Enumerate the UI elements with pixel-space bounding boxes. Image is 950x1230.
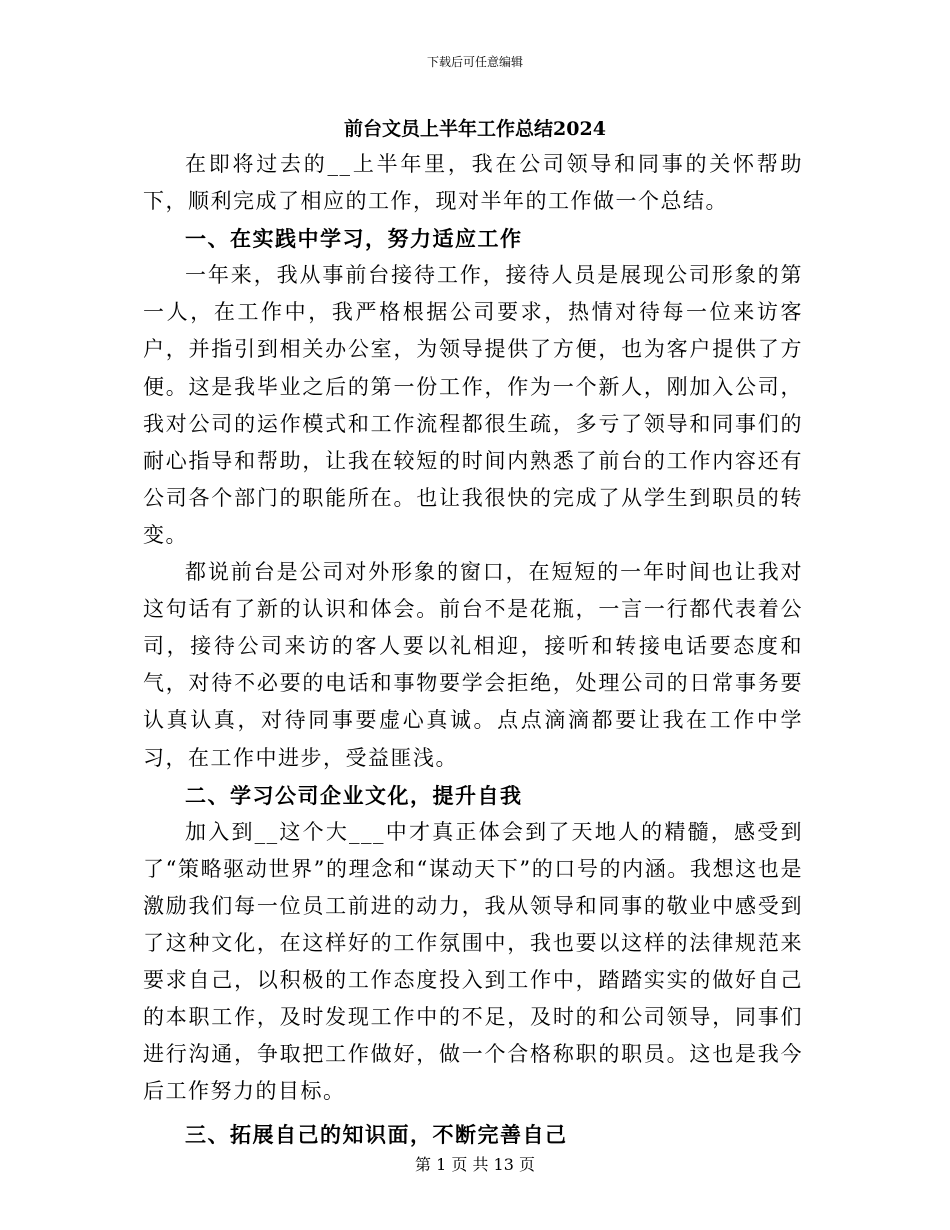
section-3-heading: 三、拓展自己的知识面，不断完善自己 [185, 1122, 568, 1148]
document-title: 前台文员上半年工作总结2024 [344, 118, 606, 140]
section-1-heading: 一、在实践中学习，努力适应工作 [185, 226, 523, 252]
intro-paragraph: 在即将过去的__上半年里，我在公司领导和同事的关怀帮助下，顺利完成了相应的工作，现对半年的工作做一个总结。 [143, 152, 803, 214]
document-body [143, 146, 803, 1154]
page-footer: 第 1 页 共 13 页 [415, 1155, 535, 1174]
section-2-heading: 二、学习公司企业文化，提升自我 [185, 782, 523, 808]
section-1-paragraph-1: 一年来，我从事前台接待工作，接待人员是展现公司形象的第一人，在工作中，我严格根据公司要求，热情对待每一位来访客户，并指引到相关办公室，为领导提供了方便，也为客户提供了方便。这是我毕业之后的第一份工作，作为一个新人，刚加入公司，我对公司的运作模式和工作流程都很生疏，多亏了领导和同事们的耐心指导和帮助，让我在较短的时间内熟悉了前台的工作内容还有公司各个部门的职能所在。也让我很快的完成了从学生到职员的转变。 [143, 263, 803, 547]
section-1-paragraph-2: 都说前台是公司对外形象的窗口，在短短的一年时间也让我对这句话有了新的认识和体会。前台不是花瓶，一言一行都代表着公司，接待公司来访的客人要以礼相迎，接听和转接电话要态度和气，对待不必要的电话和事物要学会拒绝，处理公司的日常事务要认真认真，对待同事要虚心真诚。点点滴滴都要让我在工作中学习，在工作中进步，受益匪浅。 [143, 560, 803, 770]
page-header: 下载后可任意编辑 [426, 55, 523, 69]
section-2-paragraph-1: 加入到__这个大___中才真正体会到了天地人的精髓，感受到了“策略驱动世界”的理念和“谋动天下”的口号的内涵。我想这也是激励我们每一位员工前进的动力，我从领导和同事的敬业中感受到了这种文化，在这样好的工作氛围中，我也要以这样的法律规范来要求自己，以积极的工作态度投入到工作中，踏踏实实的做好自己的本职工作，及时发现工作中的不足，及时的和公司领导，同事们进行沟通，争取把工作做好，做一个合格称职的职员。这也是我今后工作努力的目标。 [143, 819, 803, 1104]
